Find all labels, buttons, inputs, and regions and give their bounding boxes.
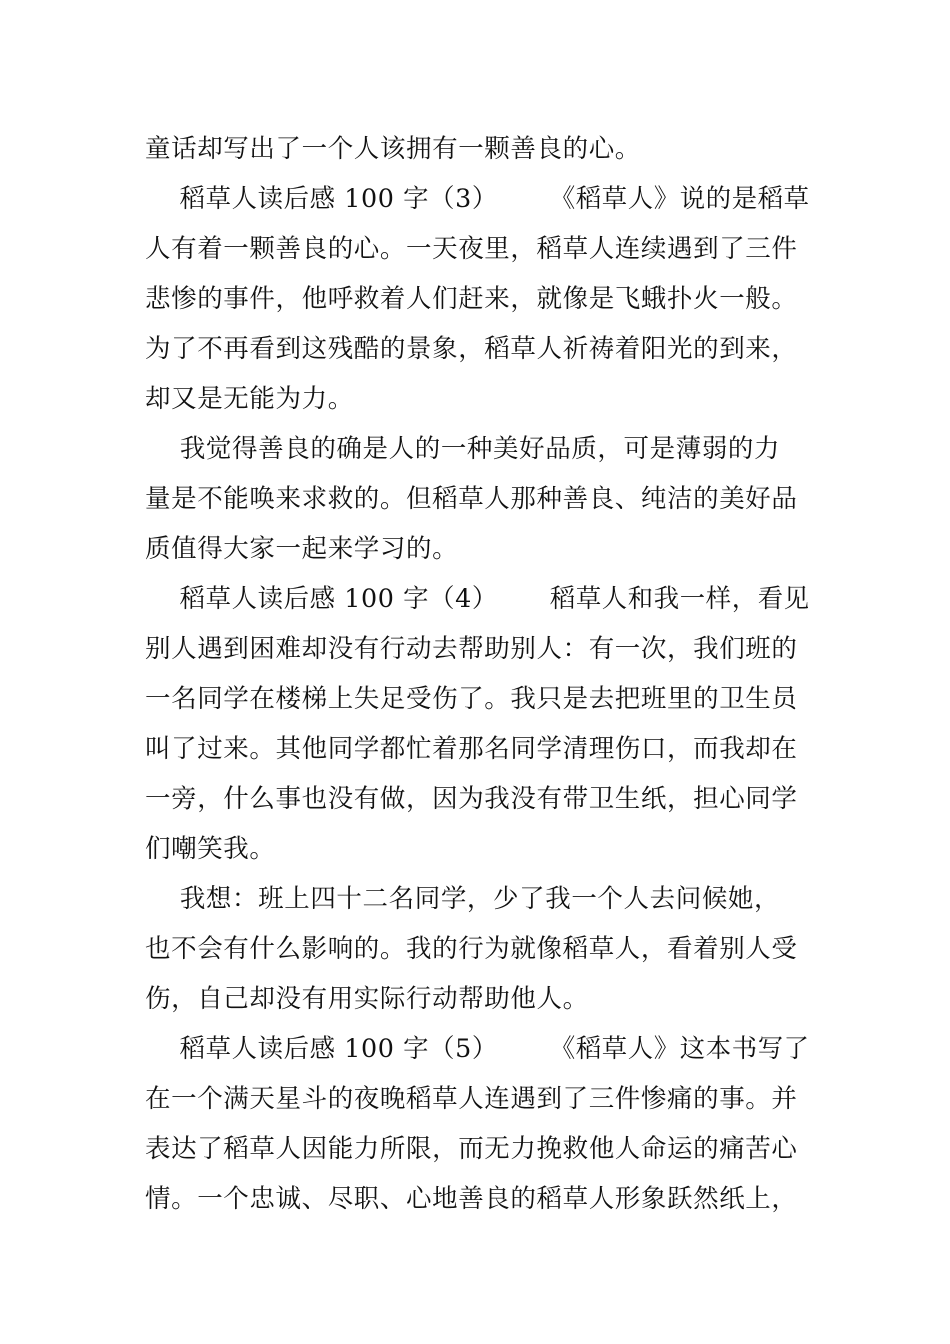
text-line: 人有着一颗善良的心。一天夜里，稻草人连续遇到了三件 [145,234,798,264]
text-line: 表达了稻草人因能力所限，而无力挽救他人命运的痛苦心 [145,1134,798,1164]
section-heading-line: 稻草人读后感 100 字（5） 《稻草人》这本书写了 [145,1034,810,1064]
text-line: 却又是无能为力。 [145,384,354,414]
text-line: 情。一个忠诚、尽职、心地善良的稻草人形象跃然纸上， [145,1184,798,1214]
text-line: 为了不再看到这残酷的景象，稻草人祈祷着阳光的到来， [145,334,798,364]
text-line: 也不会有什么影响的。我的行为就像稻草人，看着别人受 [145,934,798,964]
text-line: 别人遇到困难却没有行动去帮助别人：有一次，我们班的 [145,634,798,664]
section-heading-line: 稻草人读后感 100 字（3） 《稻草人》说的是稻草 [145,184,810,214]
text-line: 在一个满天星斗的夜晚稻草人连遇到了三件惨痛的事。并 [145,1084,798,1114]
text-line: 我想：班上四十二名同学，少了我一个人去问候她， [145,884,781,914]
text-line: 我觉得善良的确是人的一种美好品质，可是薄弱的力 [145,434,781,464]
text-line: 叫了过来。其他同学都忙着那名同学清理伤口，而我却在 [145,734,798,764]
text-line: 悲惨的事件，他呼救着人们赶来，就像是飞蛾扑火一般。 [145,284,798,314]
text-line: 伤，自己却没有用实际行动帮助他人。 [145,984,589,1014]
text-line: 一旁，什么事也没有做，因为我没有带卫生纸，担心同学 [145,784,798,814]
text-line: 量是不能唤来求救的。但稻草人那种善良、纯洁的美好品 [145,484,798,514]
text-line: 一名同学在楼梯上失足受伤了。我只是去把班里的卫生员 [145,684,798,714]
section-heading-line: 稻草人读后感 100 字（4） 稻草人和我一样，看见 [145,584,810,614]
text-line: 质值得大家一起来学习的。 [145,534,459,564]
text-line: 们嘲笑我。 [145,834,276,864]
text-line: 童话却写出了一个人该拥有一颗善良的心。 [145,134,641,164]
